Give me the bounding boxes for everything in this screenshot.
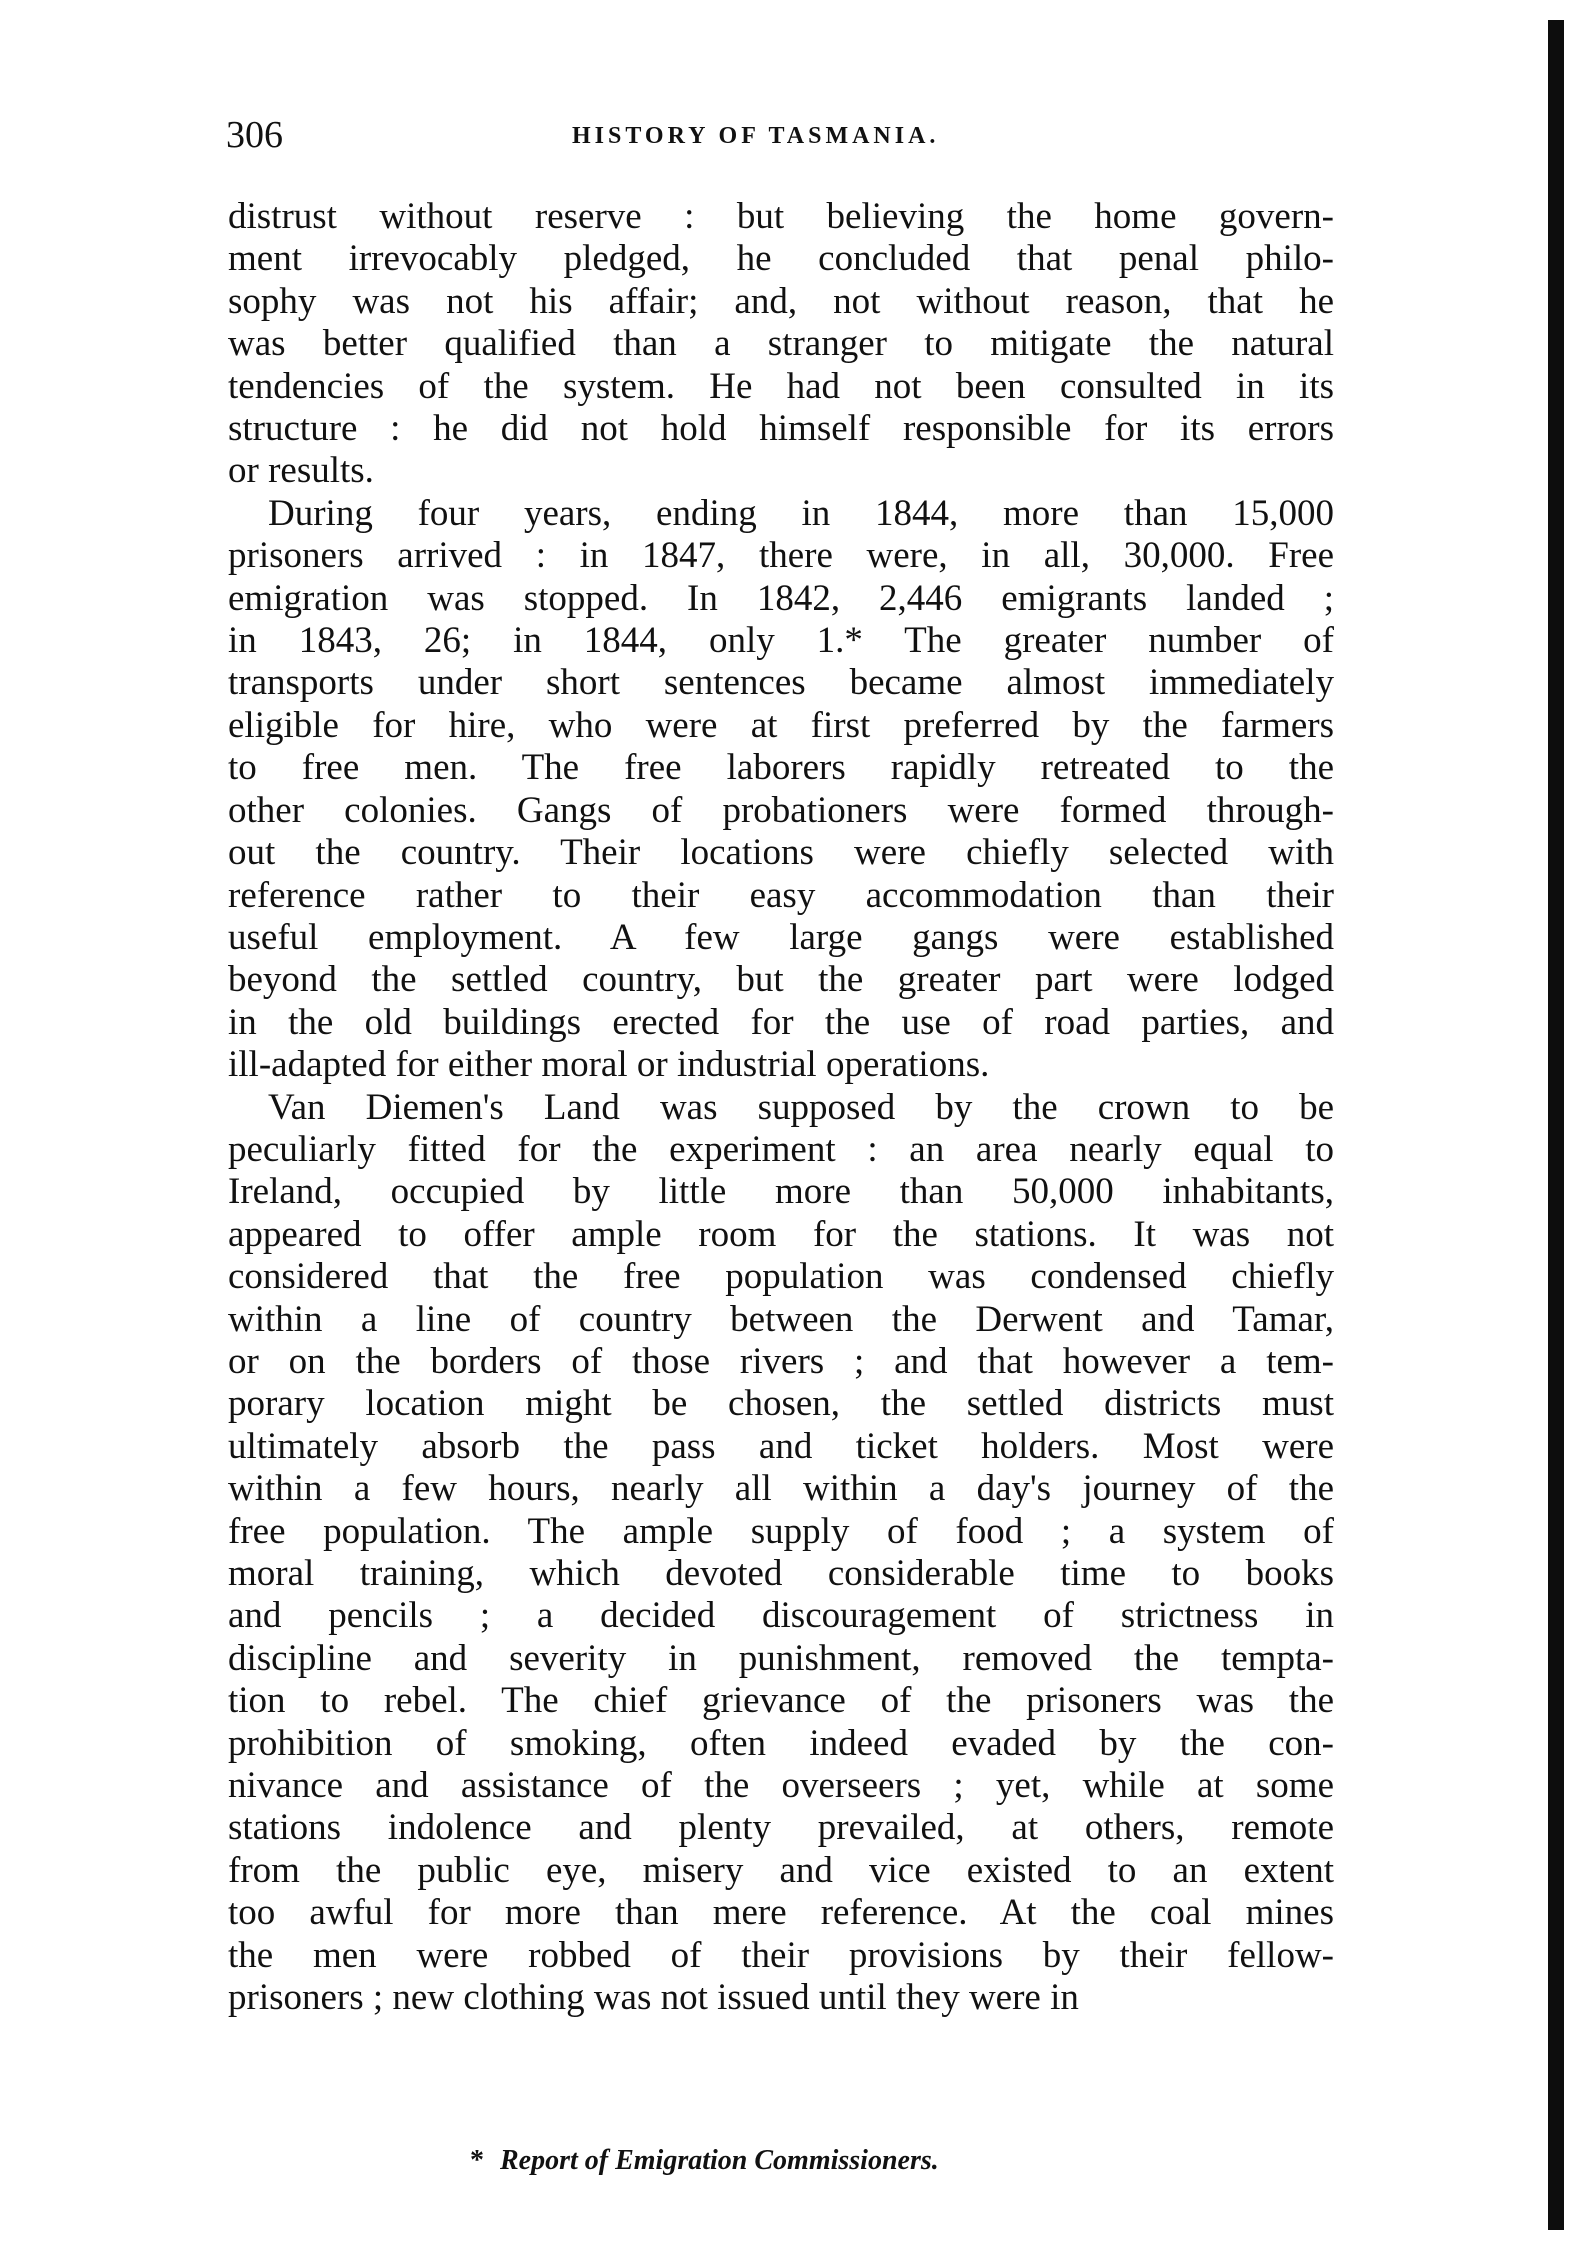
text-line: was better qualified than a stranger to mitigate the natural xyxy=(228,323,1334,365)
text-line: from the public eye, misery and vice existed to an extent xyxy=(228,1849,1334,1891)
text-line: transports under short sentences became almost immediately xyxy=(228,662,1334,704)
text-line: prisoners ; new clothing was not issued until they were in xyxy=(228,1977,1079,2019)
text-line: prisoners arrived : in 1847, there were, in all, 30,000. Free xyxy=(228,535,1334,577)
text-line: tion to rebel. The chief grievance of the prisoners was the xyxy=(228,1680,1334,1722)
paragraph xyxy=(228,493,1334,1087)
body-text xyxy=(228,196,1334,2019)
text-line: considered that the free population was condensed chiefly xyxy=(228,1256,1334,1298)
text-line: sophy was not his affair; and, not without reason, that he xyxy=(228,280,1334,322)
text-line: prohibition of smoking, often indeed evaded by the con- xyxy=(228,1722,1334,1764)
text-line: Van Diemen's Land was supposed by the crown to be xyxy=(268,1086,1334,1128)
text-line: moral training, which devoted considerable time to books xyxy=(228,1553,1334,1594)
page-header xyxy=(226,110,1326,160)
text-line: useful employment. A few large gangs were established xyxy=(228,916,1334,958)
text-line: structure : he did not hold himself responsible for its errors xyxy=(228,408,1334,450)
text-line: out the country. Their locations were chiefly selected with xyxy=(228,832,1334,874)
text-line: or on the borders of those rivers ; and that however a tem- xyxy=(228,1340,1334,1382)
page-edge-shadow xyxy=(1548,20,1564,2230)
text-line: ment irrevocably pledged, he concluded that penal philo- xyxy=(228,238,1334,280)
footnote-mark: * xyxy=(470,2145,484,2176)
text-line: discipline and severity in punishment, removed the tempta- xyxy=(228,1637,1334,1679)
text-line: ultimately absorb the pass and ticket holders. Most were xyxy=(228,1425,1334,1467)
text-line: free population. The ample supply of food ; a system of xyxy=(228,1510,1334,1552)
text-line: within a line of country between the Derwent and Tamar, xyxy=(228,1298,1334,1340)
text-line: the men were robbed of their provisions by their fellow- xyxy=(228,1934,1334,1976)
text-line: eligible for hire, who were at first preferred by the farmers xyxy=(228,704,1334,746)
text-line: to free men. The free laborers rapidly retreated to the xyxy=(228,747,1334,789)
text-line: and pencils ; a decided discouragement of strictness in xyxy=(228,1595,1334,1637)
text-line: or results. xyxy=(228,450,374,492)
text-line: ill-adapted for either moral or industrial operations. xyxy=(228,1044,990,1086)
text-line: distrust without reserve : but believing the home govern- xyxy=(228,196,1334,237)
text-line: stations indolence and plenty prevailed, at others, remote xyxy=(228,1807,1334,1849)
paragraph xyxy=(228,196,1334,493)
paragraph xyxy=(228,1087,1334,2020)
text-line: porary location might be chosen, the settled districts must xyxy=(228,1383,1334,1425)
footnote xyxy=(470,2143,939,2179)
text-line: emigration was stopped. In 1842, 2,446 emigrants landed ; xyxy=(228,577,1334,619)
footnote-text: Report of Emigration Commissioners. xyxy=(500,2145,939,2176)
page-number: 306 xyxy=(226,114,283,156)
running-head: HISTORY OF TASMANIA. xyxy=(572,123,940,149)
text-line: Ireland, occupied by little more than 50,000 inhabitants, xyxy=(228,1171,1334,1213)
text-line: reference rather to their easy accommodation than their xyxy=(228,874,1334,916)
text-line: tendencies of the system. He had not been consulted in its xyxy=(228,365,1334,407)
text-line: other colonies. Gangs of probationers were formed through- xyxy=(228,789,1334,831)
text-line: within a few hours, nearly all within a day's journey of the xyxy=(228,1468,1334,1510)
text-line: too awful for more than mere reference. At the coal mines xyxy=(228,1892,1334,1934)
text-line: in the old buildings erected for the use of road parties, and xyxy=(228,1001,1334,1043)
text-line: During four years, ending in 1844, more than 15,000 xyxy=(268,492,1334,534)
text-line: nivance and assistance of the overseers ; yet, while at some xyxy=(228,1765,1334,1807)
text-line: appeared to offer ample room for the stations. It was not xyxy=(228,1213,1334,1255)
text-line: beyond the settled country, but the greater part were lodged xyxy=(228,959,1334,1001)
text-line: in 1843, 26; in 1844, only 1.* The greater number of xyxy=(228,620,1334,662)
text-line: peculiarly fitted for the experiment : an area nearly equal to xyxy=(228,1128,1334,1170)
